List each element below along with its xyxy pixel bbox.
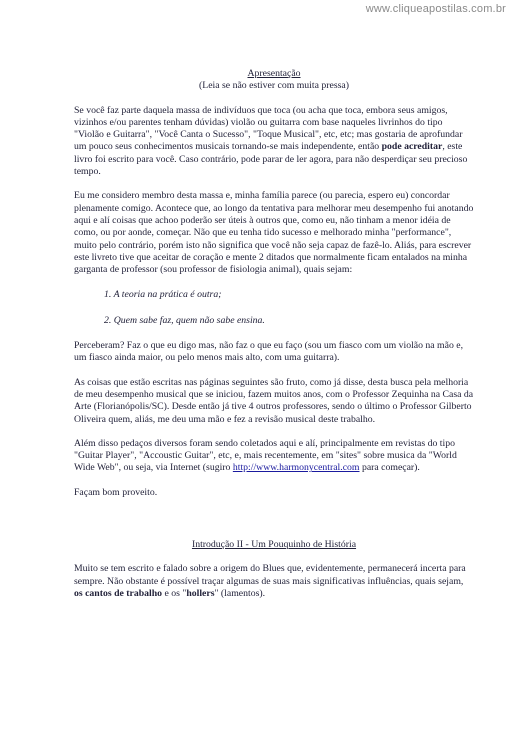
paragraph-blues (74, 563, 474, 600)
bold-cantos: os cantos de trabalho (74, 587, 163, 599)
bold-phrase: pode acreditar (381, 141, 443, 153)
paragraph-massa: Eu me considero membro desta massa e, minha família parece (ou parecia, espero eu) concordar plenamente comigo. Acontece que, ao longo da tentativa para melhorar meu desempenho fui anotando aqui e alí coisas que achoo poderão ser úteis à outros que, como eu, não tinham a menor idéia de como, ou por aonde, começar. Não que eu tenha tido sucesso e melhorado minha "performance", muito pelo contrário, porém isto não significa que você não seja capaz de fazê-lo. Aliás, para escrever este livreto tive que aceitar de coração e mente 2 ditados que normalmente ficam entalados na minha garganta de professor (sou professor de fisiologia animal), quais sejam: (74, 190, 474, 276)
paragraph-alem-tail: para começar). (359, 462, 420, 474)
harmonycentral-link[interactable]: http://www.harmonycentral.com (232, 462, 360, 474)
paragraph-blues-mid: e os " (162, 587, 187, 599)
document-body (74, 68, 474, 600)
paragraph-perceberam: Perceberam? Faz o que eu digo mas, não faz o que eu faço (sou um fiasco com um violão na mão e, um fiasco ainda maior, ou pelo menos mais alto, com uma guitarra). (74, 340, 464, 364)
paragraph-alem (74, 438, 474, 475)
paragraph-alem-text: Além disso pedaços diversos foram sendo coletados aqui e alí, principalmente em revistas do tipo "Guitar Player", "Accoustic Guitar", etc, e, mais recentemente, em "sites" sobre musica da "World Wide Web", ou seja, via Internet (sugiro (74, 437, 457, 474)
section-title-apresentacao: Apresentação (247, 68, 301, 79)
paragraph-facam: Façam bom proveito. (74, 486, 158, 498)
section-subtitle: (Leia se não estiver com muita pressa) (199, 80, 349, 92)
paragraph-blues-text: Muito se tem escrito e falado sobre a origem do Blues que, evidentemente, permanecerá incerta para sempre. Não obstante é possível traçar algumas de suas mais significativas influências, quais sejam, (74, 563, 466, 587)
bold-hollers: hollers (186, 587, 215, 599)
quote-1: 1. A teoria na prática é outra; (104, 289, 222, 301)
section-title-introducao: Introdução II - Um Pouquinho de História (191, 539, 357, 551)
paragraph-blues-tail: " (lamentos). (214, 587, 266, 599)
watermark: www.cliqueapostilas.com.br (365, 3, 506, 15)
paragraph-intro-text: Se você faz parte daquela massa de indivíduos que toca (ou acha que toca, embora seus amigos, vizinhos e/ou parentes tenham dúvidas) violão ou guitarra com base naqueles livrinhos do tipo "Violão e Guitarra", "Você Canta o Sucesso", "Toque Musical", etc, etc; mas gostaria de aprofundar um pouco seus conhecimentos musicais tornando-se mais independente, então (74, 104, 463, 153)
paragraph-intro (74, 105, 474, 179)
paragraph-intro-tail: , este livro foi escrito para você. Caso contrário, pode parar de ler agora, para não desperdiçar seu precioso tempo. (74, 141, 468, 178)
paragraph-coisas: As coisas que estão escritas nas páginas seguintes são fruto, como já disse, desta busca pela melhoria de meu desempenho musical que se iniciou, fazem muitos anos, com o Professor Zequinha na Casa da Arte (Florianópolis/SC). Desde então já tive 4 outros professores, sendo o último o Professor Gilberto Oliveira quem, aliás, me deu uma mão e fez a revisão musical deste trabalho. (74, 376, 474, 425)
quote-2: 2. Quem sabe faz, quem não sabe ensina. (104, 314, 265, 326)
